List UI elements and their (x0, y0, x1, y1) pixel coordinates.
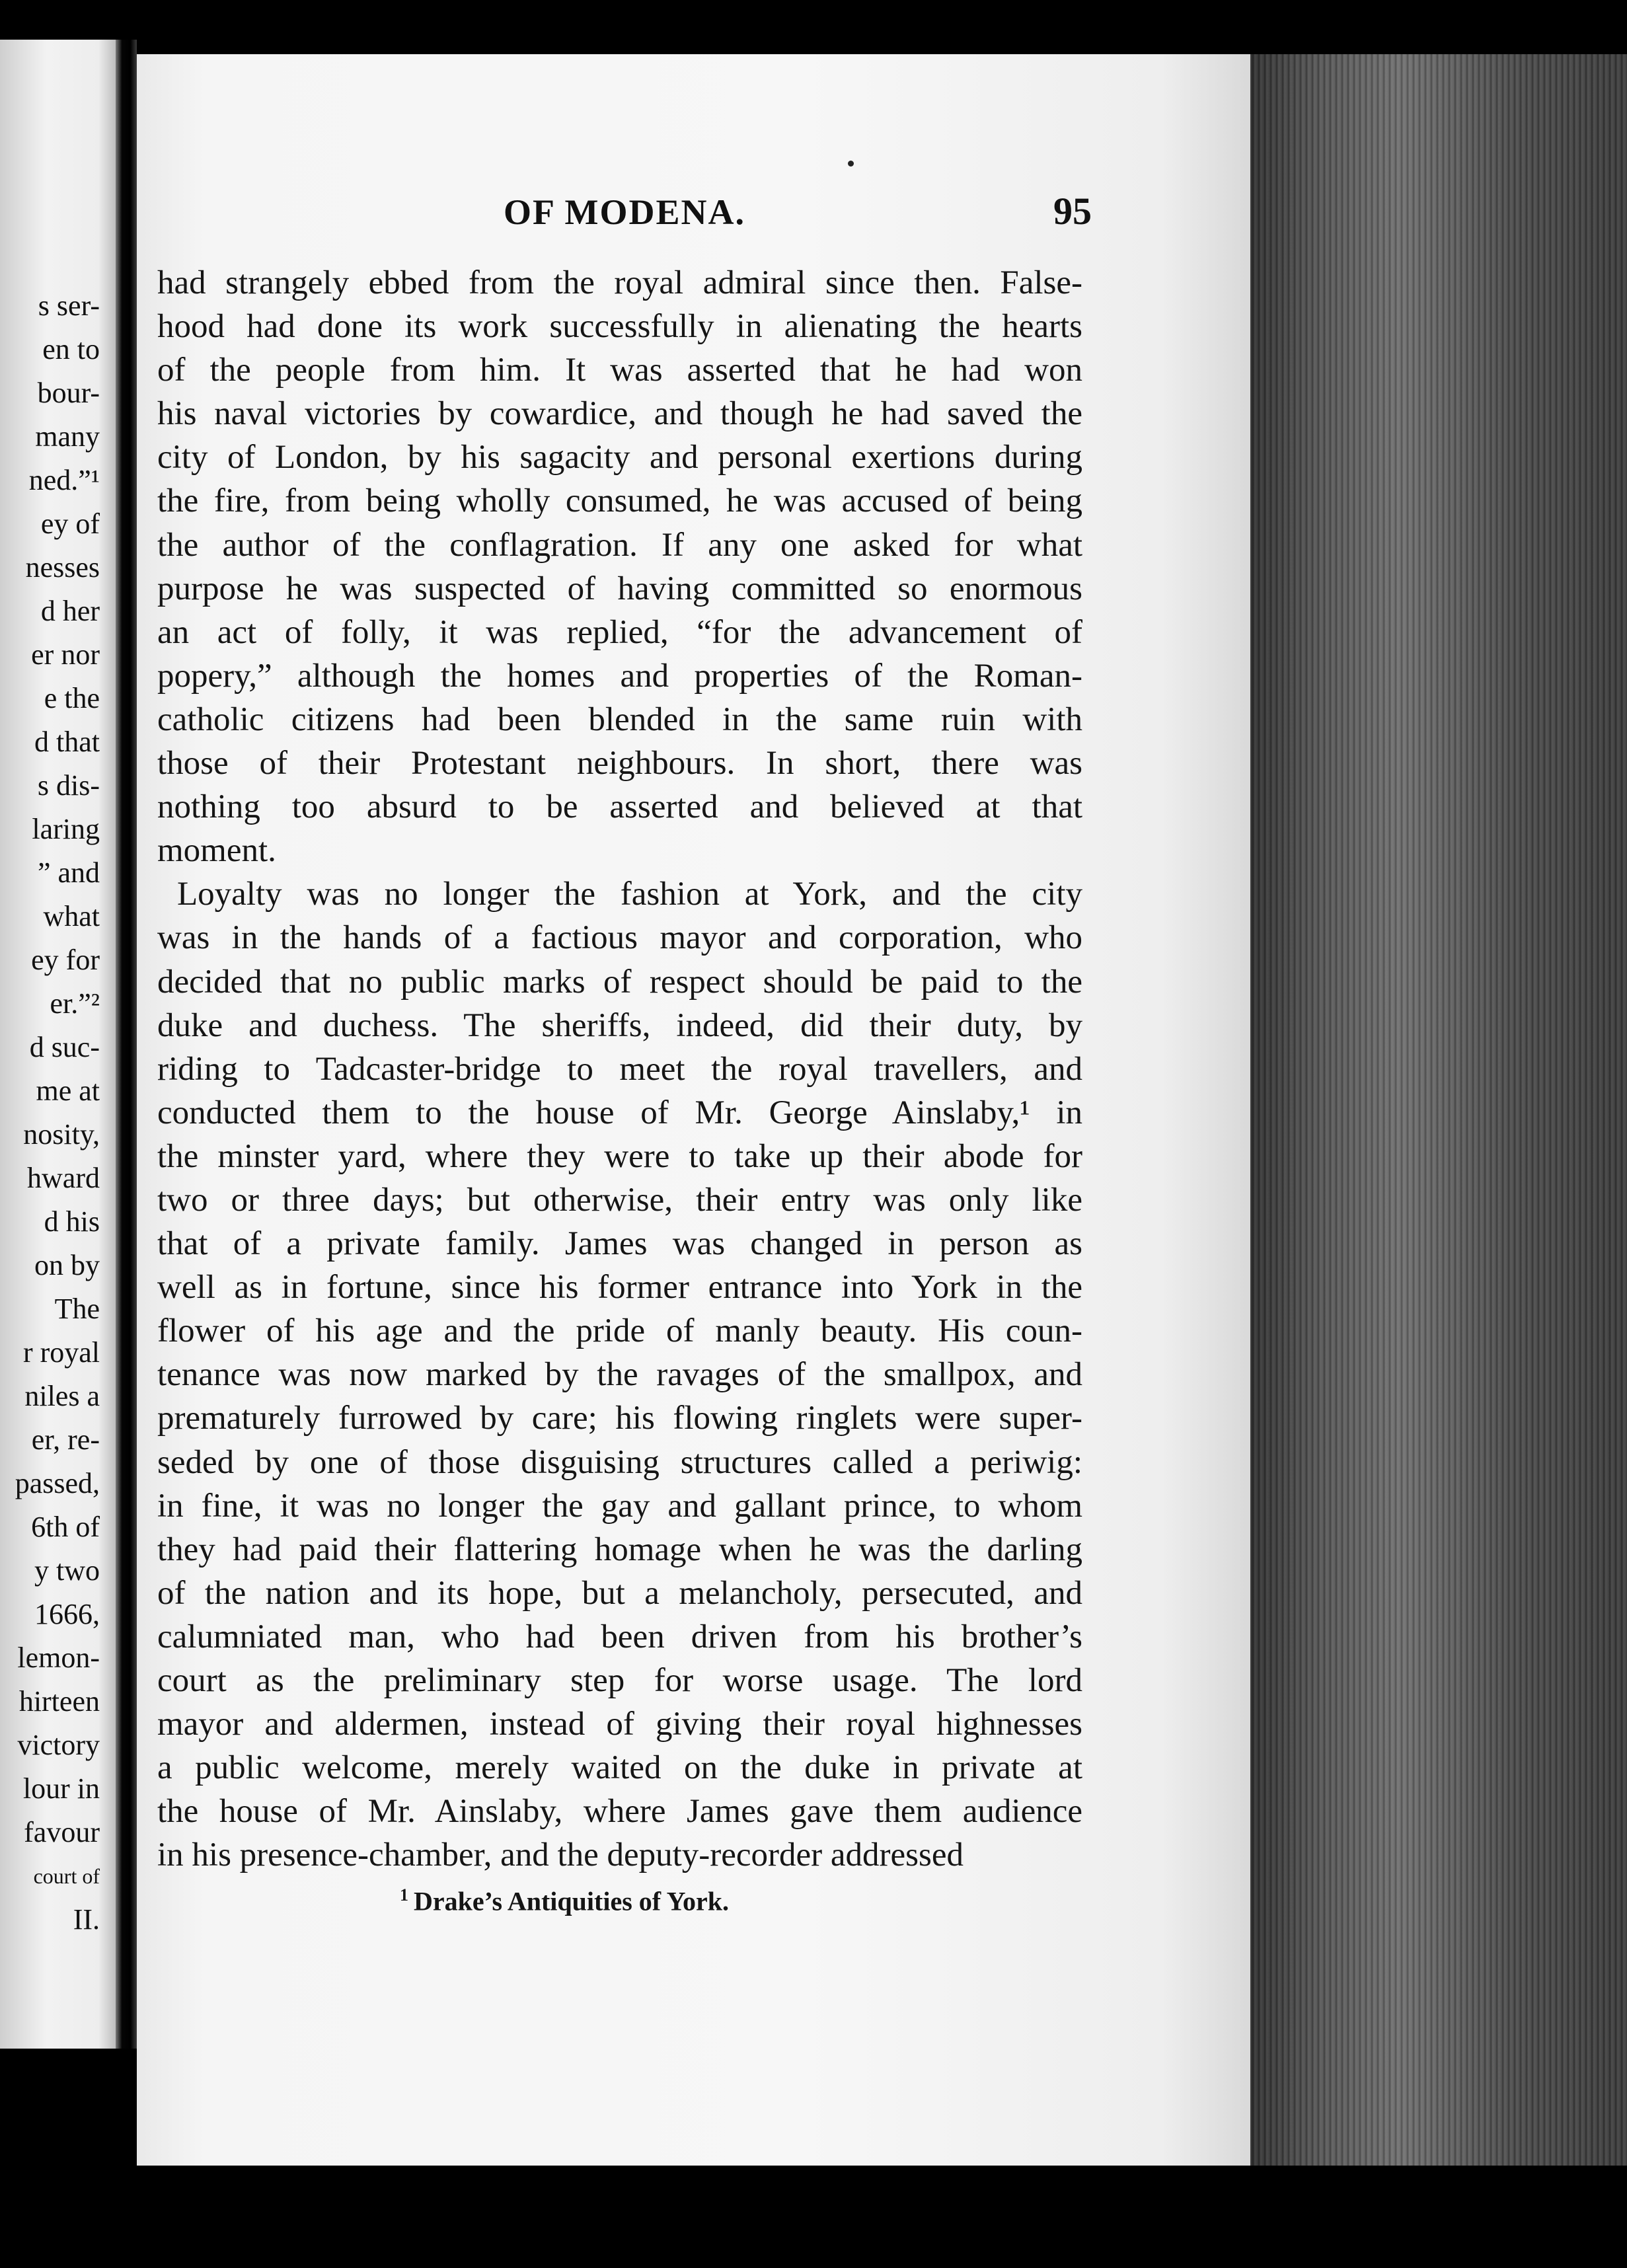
text-line: two or three days; but otherwise, their entry was only like (157, 1181, 1082, 1219)
facing-page-line: ned.”¹ (28, 464, 100, 496)
page-edges (1250, 54, 1627, 2166)
facing-page-line: court of (33, 1864, 100, 1888)
facing-page-line: hirteen (19, 1685, 100, 1718)
text-line: that of a private family. James was changed in person as (157, 1225, 1082, 1263)
facing-page-line: favour (24, 1816, 100, 1848)
text-line: the house of Mr. Ainslaby, where James gave them audience (157, 1793, 1082, 1831)
footnote (400, 1885, 729, 1916)
facing-page-line: niles a (24, 1380, 100, 1412)
facing-page-line: victory (17, 1729, 100, 1761)
text-line: purpose he was suspected of having committed so enormous (157, 570, 1082, 607)
text-line: an act of folly, it was replied, “for the advancement of (157, 613, 1082, 651)
facing-page-line: II. (73, 1903, 100, 1936)
text-line: moment. (157, 832, 276, 870)
text-line: the author of the conflagration. If any one asked for what (157, 526, 1082, 564)
text-line: tenance was now marked by the ravages of the smallpox, and (157, 1356, 1082, 1394)
text-line: popery,” although the homes and properties of the Roman- (157, 657, 1082, 695)
facing-page-line: 1666, (34, 1598, 100, 1630)
facing-page-line: r royal (22, 1336, 100, 1369)
text-line: had strangely ebbed from the royal admiral since then. False- (157, 264, 1082, 301)
text-line: of the nation and its hope, but a melancholy, persecuted, and (157, 1574, 1082, 1612)
text-line: those of their Protestant neighbours. In short, there was (157, 745, 1082, 782)
facing-page-line: er.”² (50, 987, 100, 1020)
facing-page-line: what (43, 900, 100, 932)
text-line: hood had done its work successfully in alienating the hearts (157, 308, 1082, 346)
page-number: 95 (1053, 190, 1092, 233)
text-line: well as in fortune, since his former entrance into York in the (157, 1269, 1082, 1306)
text-line: flower of his age and the pride of manly beauty. His coun- (157, 1312, 1082, 1350)
facing-page-line: d that (34, 726, 100, 758)
book-gutter (116, 40, 137, 2049)
text-line: a public welcome, merely waited on the duke in private at (157, 1749, 1082, 1787)
text-line: riding to Tadcaster-bridge to meet the royal travellers, and (157, 1050, 1082, 1088)
facing-page-line: d his (44, 1205, 100, 1238)
text-line: duke and duchess. The sheriffs, indeed, did their duty, by (157, 1006, 1082, 1044)
facing-page-line: nesses (25, 551, 100, 584)
text-line: of the people from him. It was asserted that he had won (157, 352, 1082, 389)
facing-page-line: ” and (37, 856, 100, 889)
facing-page-line: s dis- (37, 769, 100, 802)
facing-page-line: d suc- (29, 1031, 100, 1063)
footnote-text: Drake’s Antiquities of York. (414, 1886, 730, 1916)
facing-page-line: ey for (31, 944, 100, 976)
facing-page-line: ey of (40, 508, 100, 540)
facing-page-left (0, 40, 116, 2049)
text-line: Loyalty was no longer the fashion at York, and the city (177, 876, 1082, 913)
text-line: decided that no public marks of respect should be paid to the (157, 963, 1082, 1001)
facing-page-line: on by (34, 1249, 100, 1281)
text-line: court as the preliminary step for worse usage. The lord (157, 1662, 1082, 1699)
text-line: was in the hands of a factious mayor and corporation, who (157, 919, 1082, 957)
text-line: the fire, from being wholly consumed, he was accused of being (157, 482, 1082, 520)
text-line: nothing too absurd to be asserted and believed at that (157, 788, 1082, 826)
text-line: calumniated man, who had been driven from his brother’s (157, 1618, 1082, 1655)
text-line: his naval victories by cowardice, and though he had saved the (157, 395, 1082, 433)
facing-page-line: 6th of (31, 1511, 100, 1543)
footnote-mark: 1 (400, 1885, 408, 1905)
text-line: city of London, by his sagacity and personal exertions during (157, 439, 1082, 476)
facing-page-line: er, re- (31, 1423, 100, 1456)
body-text (157, 261, 1082, 1877)
facing-page-line: bour- (37, 377, 100, 409)
facing-page-line: e the (44, 682, 100, 714)
text-line: they had paid their flattering homage when he was the darling (157, 1531, 1082, 1568)
facing-page-line: passed, (15, 1467, 100, 1499)
facing-page-line: er nor (31, 638, 100, 671)
facing-page-line: d her (40, 595, 100, 627)
facing-page-line: nosity, (23, 1118, 100, 1151)
facing-page-line: me at (36, 1075, 100, 1107)
facing-page-line: lemon- (17, 1642, 100, 1674)
facing-page-line: y two (34, 1554, 100, 1587)
facing-page-line: many (35, 420, 100, 453)
text-line: in his presence-chamber, and the deputy-recorder addressed (157, 1836, 964, 1874)
running-head-title: OF MODENA. (504, 192, 745, 232)
text-line: conducted them to the house of Mr. George Ainslaby,¹ in (157, 1094, 1082, 1131)
text-line: catholic citizens had been blended in the same ruin with (157, 700, 1082, 738)
text-line: the minster yard, where they were to take up their abode for (157, 1137, 1082, 1175)
facing-page-line: en to (42, 333, 100, 365)
text-line: in fine, it was no longer the gay and gallant prince, to whom (157, 1487, 1082, 1525)
facing-page-line: lour in (22, 1772, 100, 1805)
text-line: mayor and aldermen, instead of giving their royal highnesses (157, 1706, 1082, 1743)
facing-page-text-fragments (15, 284, 100, 1942)
facing-page-line: hward (27, 1162, 100, 1194)
facing-page-line: laring (32, 813, 100, 845)
text-line: prematurely furrowed by care; his flowing ringlets were super- (157, 1400, 1082, 1437)
ink-speck (848, 161, 854, 167)
facing-page-line: The (54, 1293, 100, 1325)
text-line: seded by one of those disguising structures called a periwig: (157, 1443, 1082, 1481)
facing-page-line: s ser- (38, 289, 100, 322)
